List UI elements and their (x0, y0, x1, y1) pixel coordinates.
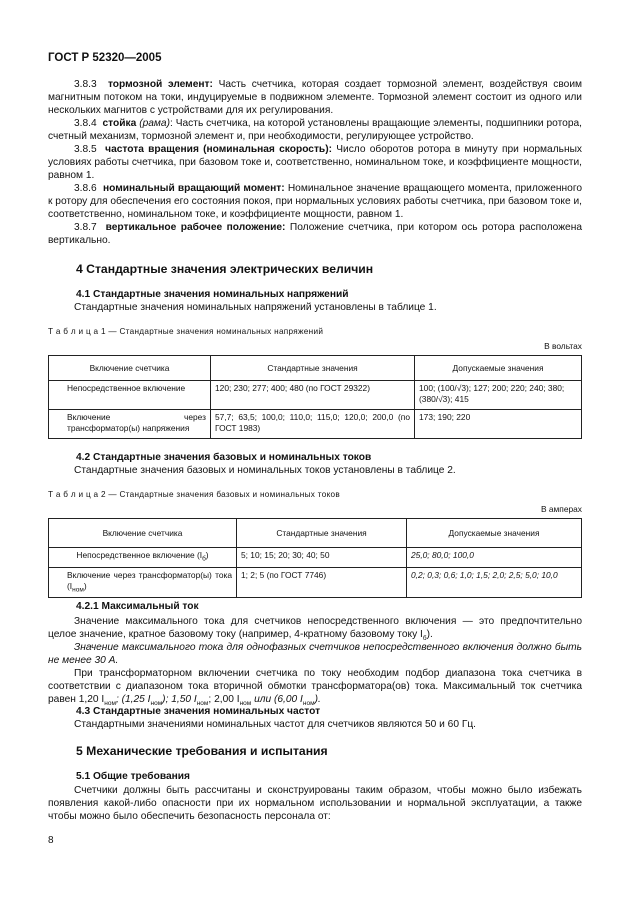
table-row: Включение через трансформатор(ы) напряжения 57,7; 63,5; 100,0; 110,0; 115,0; 120,0; 200,0 (по ГОСТ 1983) 173; 190; 220 (49, 410, 582, 439)
table-row: Непосредственное включение $(I_б)$ 5; 10; 15; 20; 30; 40; 50 25,0; 80,0; 100,0 (49, 548, 582, 568)
section-4-2-1-heading: 4.2.1 Максимальный ток (76, 601, 199, 612)
section-5-1-text: Счетчики должны быть рассчитаны и сконструированы таким образом, чтобы можно было избежать появления какой-либо опасности при их нормальном использовании и нормальной эксплуатации, а также чтобы можно было обеспечить безопасность персонала от: (48, 785, 582, 822)
section-4-2-1-p1: Значение максимального тока для счетчиков непосредственного включения — это предпочтительно целое значение, кратное базовому току (например, 4-кратному базовому току $I_б$). (48, 616, 582, 643)
table-header: Допускаемые значения (407, 519, 582, 548)
table-header: Стандартные значения (211, 356, 415, 381)
table-1 (48, 355, 582, 439)
section-5-heading: 5 Механические требования и испытания (76, 744, 328, 758)
table-header: Включение счетчика (49, 356, 211, 381)
clause-3-8-4: 3.8.4 стойка (рама): Часть счетчика, на которой установлены вращающие элементы, подшипники ротора, счетный механизм, тормозной элемент и, при необходимости, регулирующее устройство. (48, 118, 582, 142)
table-row: Включение через трансформатор(ы) тока $(I_{ном})$ 1; 2; 5 (по ГОСТ 7746) 0,2; 0,3; 0,6; 1,0; 1,5; 2,0; 2,5; 5,0; 10,0 (49, 567, 582, 598)
table-header: Стандартные значения (237, 519, 407, 548)
table-2-unit: В амперах (540, 504, 582, 514)
clause-3-8-3: 3.8.3 тормозной элемент: Часть счетчика, которая создает тормозной элемент, воздействуя своим магнитным потоком на токи, индуцируемые в подвижном элементе. Тормозной элемент состоит из одного или нескольких магнитов с устройствами для их регулирования. (48, 79, 583, 116)
clause-3-8-5: 3.8.5 частота вращения (номинальная скорость): Число оборотов ротора в минуту при нормальных условиях работы счетчика, при базовом токе и, соответственно, номинальном токе, и коэффициенте мощности, равном 1. (48, 144, 582, 181)
table-2 (48, 518, 582, 598)
table-row: Непосредственное включение 120; 230; 277; 400; 480 (по ГОСТ 29322) 100; (100/√3); 127; 200; 220; 240; 380; (380/√3); 415 (49, 381, 582, 410)
table-1-caption: Т а б л и ц а 1 — Стандартные значения номинальных напряжений (48, 327, 324, 336)
section-4-1-text: Стандартные значения номинальных напряжений установлены в таблице 1. (74, 302, 437, 313)
section-4-heading: 4 Стандартные значения электрических величин (76, 262, 374, 276)
clause-3-8-7: 3.8.7 вертикальное рабочее положение: Положение счетчика, при котором ось ротора расположена вертикально. (48, 222, 582, 246)
clause-3-8-6: 3.8.6 номинальный вращающий момент: Номинальное значение вращающего момента, приложенного к ротору для обеспечения его состояния покоя, при нормальных условиях работы счетчика, при базовом токе и, соответственно, номинальном токе, и коэффициенте мощности, равном 1. (48, 183, 582, 220)
section-4-2-text: Стандартные значения базовых и номинальных токов установлены в таблице 2. (74, 465, 456, 476)
table-header: Включение счетчика (49, 519, 237, 548)
section-4-2-1-p3: При трансформаторном включении счетчика по току необходим подбор диапазона тока счетчика в соответствии с диапазоном тока вторичной обмотки трансформатора(ов) тока. Максимальный ток счетчика равен 1,20 $I_{ном}$; (1,25 $I_{ном}$); 1,50 $I_{ном}$; 2,00 $I_{ном}$ или (6,00 $I_{ном}$). (48, 668, 582, 708)
table-header: Допускаемые значения (415, 356, 582, 381)
section-4-1-heading: 4.1 Стандартные значения номинальных напряжений (76, 289, 349, 300)
page-header: ГОСТ Р 52320—2005 (48, 52, 162, 64)
section-5-1-heading: 5.1 Общие требования (76, 771, 190, 782)
section-4-2-heading: 4.2 Стандартные значения базовых и номинальных токов (76, 452, 372, 463)
section-4-3-heading: 4.3 Стандартные значения номинальных частот (76, 706, 321, 717)
page-number: 8 (48, 835, 54, 846)
section-4-3-text: Стандартными значениями номинальных частот для счетчиков являются 50 и 60 Гц. (74, 719, 477, 730)
table-1-unit: В вольтах (544, 341, 582, 351)
section-4-2-1-p2: Значение максимального тока для однофазных счетчиков непосредственного включения должно быть не менее 30 А. (48, 642, 582, 666)
table-2-caption: Т а б л и ц а 2 — Стандартные значения базовых и номинальных токов (48, 490, 341, 499)
